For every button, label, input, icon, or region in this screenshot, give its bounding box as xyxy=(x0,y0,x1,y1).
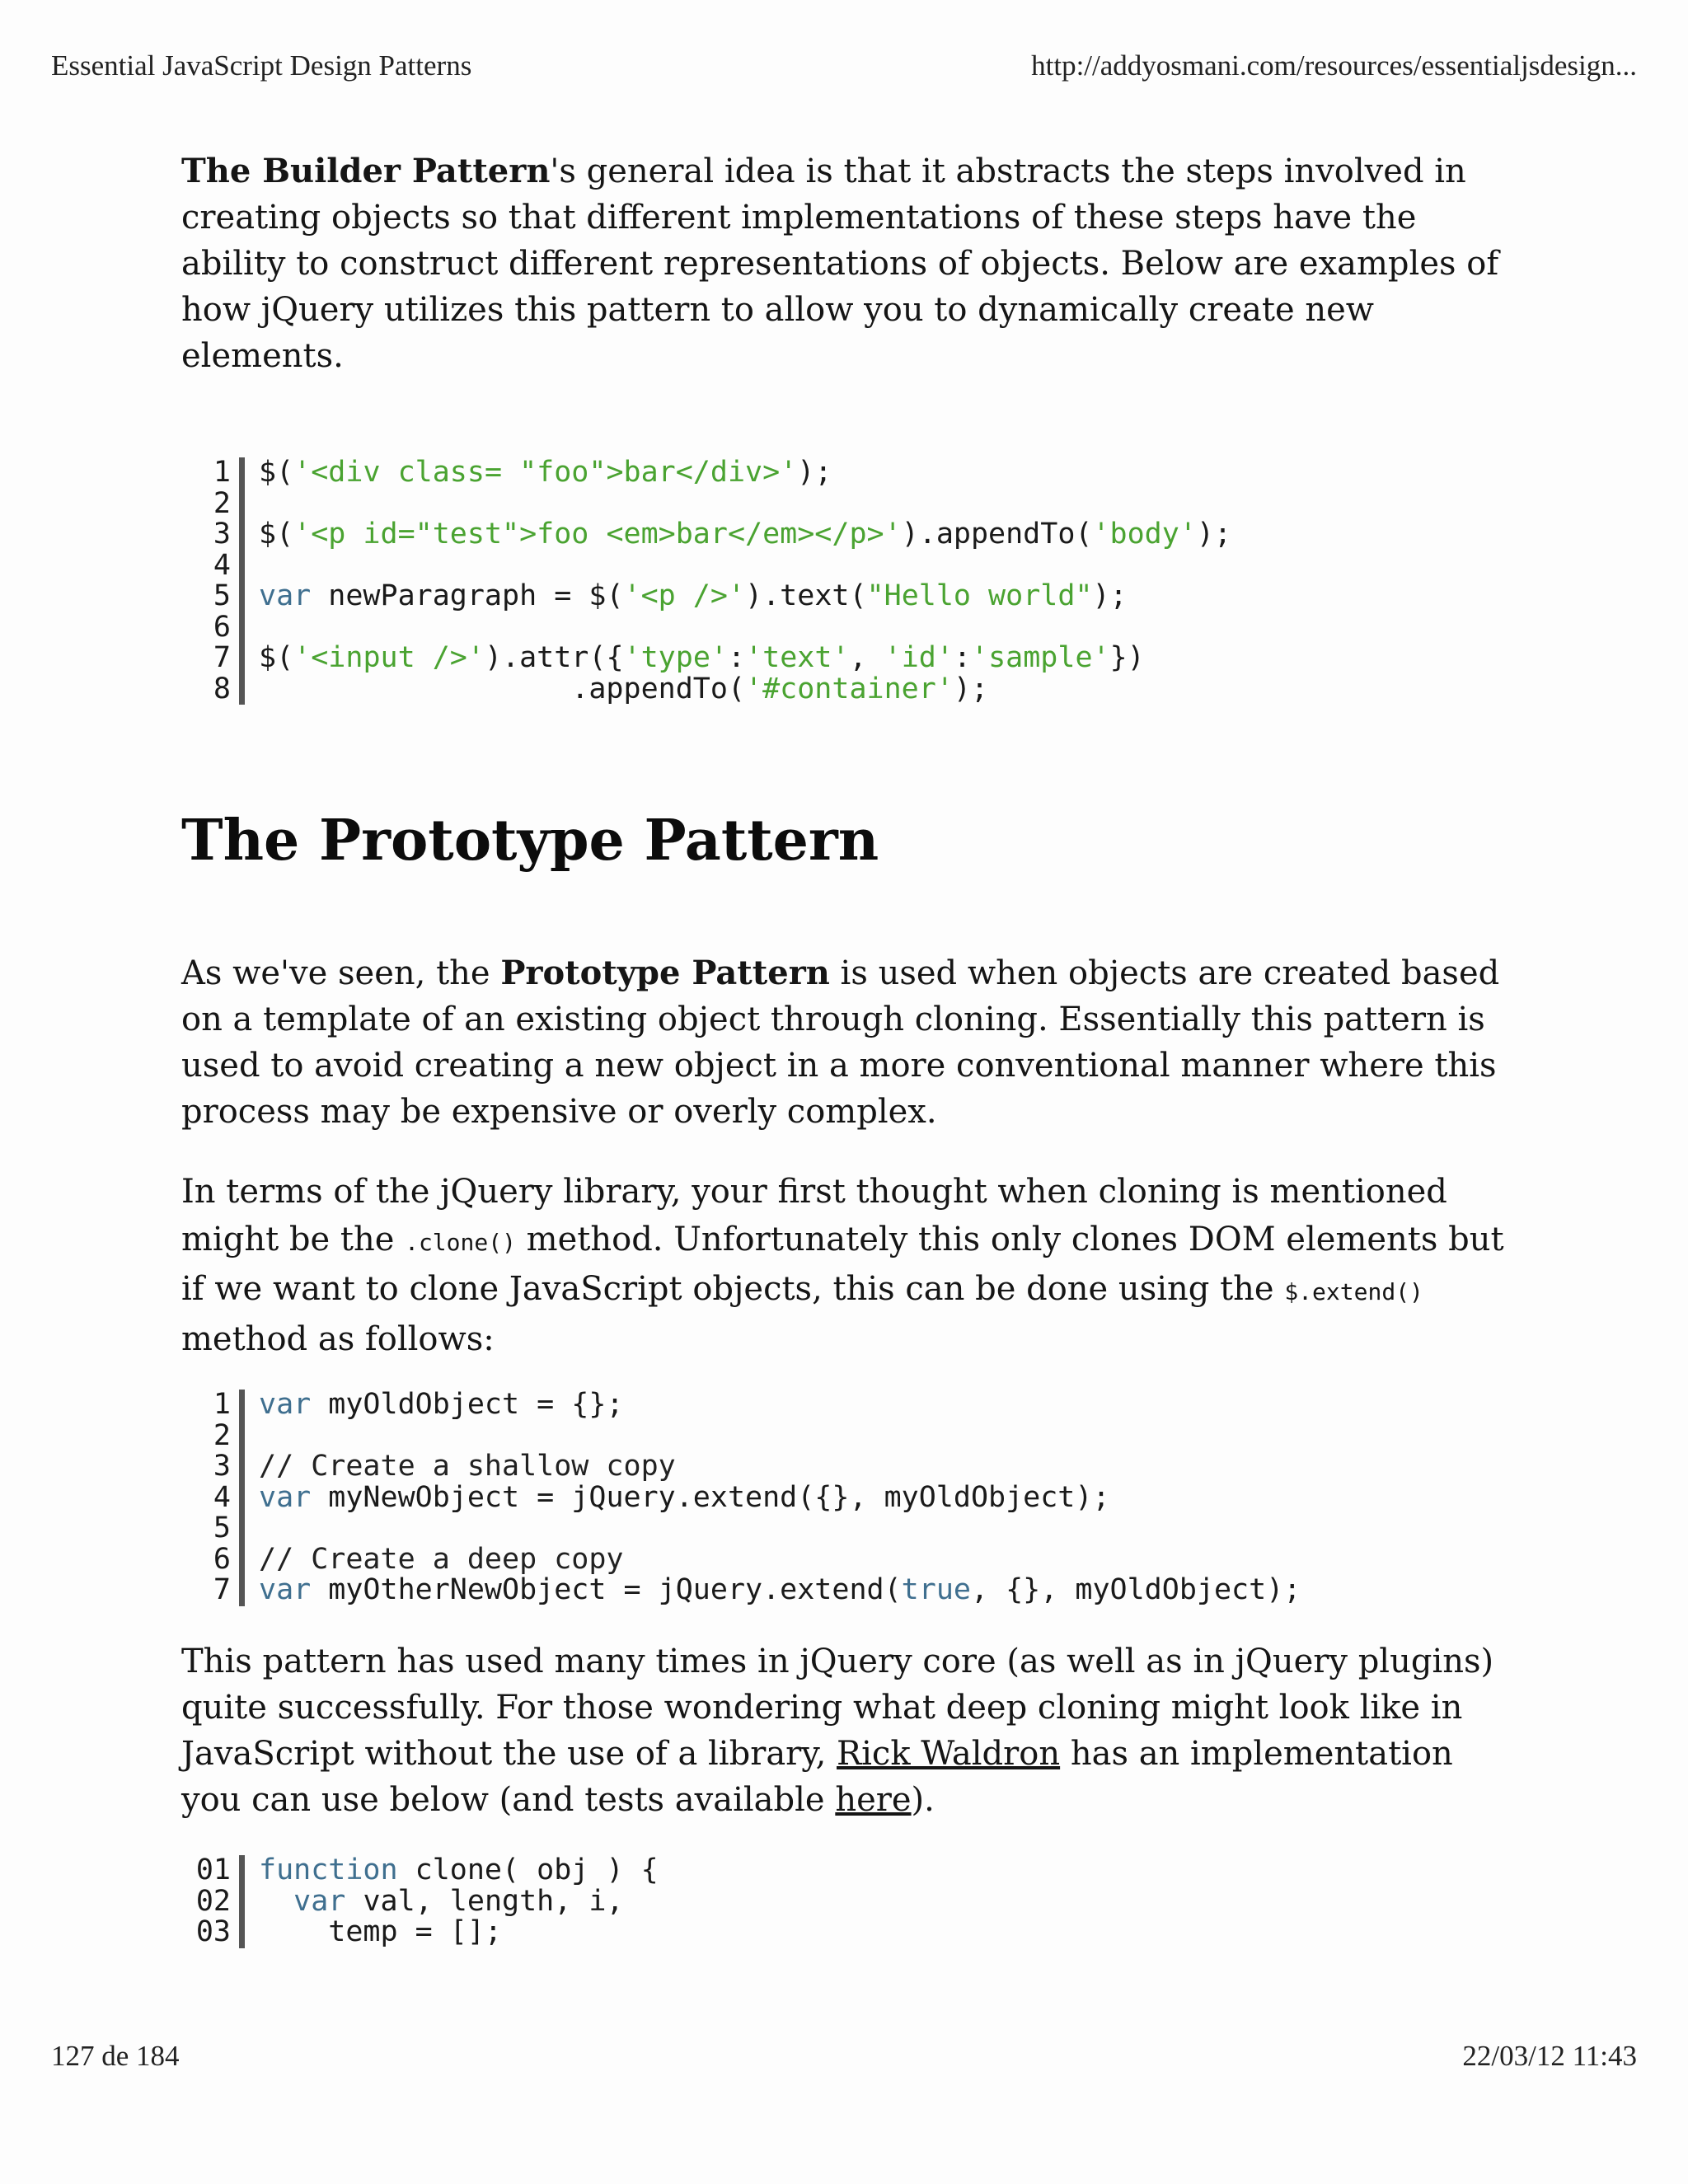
code-line: var myOldObject = {}; xyxy=(259,1388,624,1421)
code-line: var myNewObject = jQuery.extend({}, myOldObject); xyxy=(259,1480,1110,1514)
line-number: 1 xyxy=(213,1388,231,1421)
code-gutter-bar xyxy=(239,1390,245,1606)
line-number: 2 xyxy=(213,1418,231,1452)
page-counter: 127 de 184 xyxy=(51,2040,180,2072)
page-url: http://addyosmani.com/resources/essentialjsdesign... xyxy=(1031,49,1637,82)
code-line: $('<input />').attr({'type':'text', 'id':'sample'}) xyxy=(259,641,1145,674)
code-line: var newParagraph = $('<p />').text("Hello world"); xyxy=(259,579,1128,612)
code-block-builder xyxy=(181,457,1253,705)
builder-pattern-paragraph xyxy=(181,148,1517,379)
document-title: Essential JavaScript Design Patterns xyxy=(51,49,472,82)
deep-clone-text-3: ). xyxy=(911,1781,935,1819)
line-number: 6 xyxy=(213,1542,231,1576)
code-block-clone-function xyxy=(181,1855,1253,1948)
code-line: .appendTo('#container'); xyxy=(259,672,989,705)
code-block-extend xyxy=(181,1390,1418,1606)
jquery-clone-paragraph xyxy=(181,1169,1517,1363)
line-number: 1 xyxy=(213,456,231,489)
code-gutter-bar xyxy=(239,1855,245,1948)
line-number: 3 xyxy=(213,1450,231,1483)
line-number: 7 xyxy=(213,641,231,674)
prototype-intro-after: is used when objects are created based on a template of an existing object through cloning. Essentially this pattern is used to avoid creating a new object in a more conventional manner where this process may be expensive or overly complex. xyxy=(181,954,1500,1131)
prototype-intro-paragraph xyxy=(181,950,1517,1135)
line-number: 7 xyxy=(213,1573,231,1606)
clone-text-2: method. Unfortunately this only clones DOM elements but if we want to clone JavaScript objects, this can be done using the xyxy=(181,1220,1504,1308)
builder-pattern-text: 's general idea is that it abstracts the steps involved in creating objects so that different implementations of these steps have the ability to construct different representations of objects. Below are examples of how jQuery utilizes this pattern to allow you to dynamically create new elements. xyxy=(181,152,1499,375)
clone-text-3: method as follows: xyxy=(181,1319,495,1358)
code-line: function clone( obj ) { xyxy=(259,1854,659,1886)
code-line: var myOtherNewObject = jQuery.extend(true, {}, myOldObject); xyxy=(259,1573,1301,1606)
line-number: 2 xyxy=(213,486,231,520)
prototype-intro-before: As we've seen, the xyxy=(181,954,501,992)
line-number: 3 xyxy=(213,518,231,551)
code-line: var val, length, i, xyxy=(293,1884,624,1918)
tests-here-link[interactable]: here xyxy=(835,1781,912,1819)
code-line: // Create a deep copy xyxy=(259,1542,624,1576)
line-number: 01 xyxy=(195,1854,231,1886)
line-number: 5 xyxy=(213,579,231,612)
builder-pattern-term: The Builder Pattern xyxy=(181,152,551,190)
line-number: 4 xyxy=(213,548,231,582)
code-line: $('<div class= "foo">bar</div>'); xyxy=(259,456,832,489)
line-number: 5 xyxy=(213,1511,231,1544)
code-line: temp = []; xyxy=(259,1915,503,1948)
deep-clone-text-2: has an implementation you can use below (and tests available xyxy=(181,1735,1453,1819)
rick-waldron-link[interactable]: Rick Waldron xyxy=(837,1735,1061,1773)
deep-clone-text-1: This pattern has used many times in jQuery core (as well as in jQuery plugins) quite successfully. For those wondering what deep cloning might look like in JavaScript without the use of a library, xyxy=(181,1643,1494,1773)
line-number: 03 xyxy=(195,1915,231,1948)
line-number: 02 xyxy=(195,1884,231,1918)
prototype-pattern-term: Prototype Pattern xyxy=(500,954,830,992)
section-heading-prototype-pattern: The Prototype Pattern xyxy=(181,808,879,874)
print-datetime: 22/03/12 11:43 xyxy=(1462,2040,1637,2072)
deep-clone-paragraph xyxy=(181,1638,1517,1823)
line-number: 8 xyxy=(213,672,231,705)
code-gutter-bar xyxy=(239,457,245,705)
code-line: $('<p id="test">foo <em>bar</em></p>').appendTo('body'); xyxy=(259,518,1232,551)
code-line: // Create a shallow copy xyxy=(259,1450,676,1483)
clone-method-code: .clone() xyxy=(405,1228,516,1256)
extend-method-code: $.extend() xyxy=(1284,1278,1423,1305)
clone-text-1: In terms of the jQuery library, your first thought when cloning is mentioned might be the xyxy=(181,1173,1447,1258)
line-number: 6 xyxy=(213,610,231,644)
line-number: 4 xyxy=(213,1480,231,1514)
